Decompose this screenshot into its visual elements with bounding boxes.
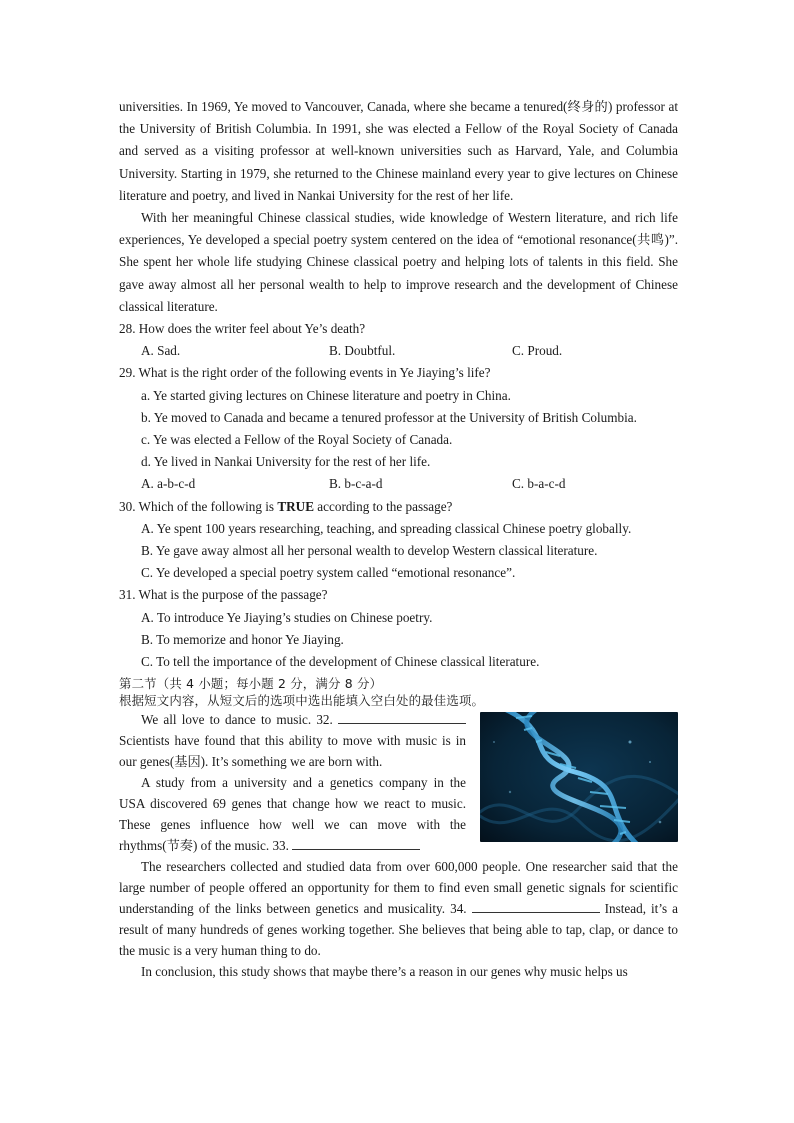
paragraph-text: We all love to dance to music. 32. <box>141 712 333 728</box>
paragraph-text: Instead, it’s a result of many hundreds of genes working together. She believes that being able to tap, clap, or dance to the music is a very human thing to do. <box>119 901 678 959</box>
option-a: A. To introduce Ye Jiaying’s studies on Chinese poetry. <box>141 609 433 625</box>
dna-helix-icon <box>480 712 678 842</box>
event-d: d. Ye lived in Nankai University for the rest of her life. <box>141 454 431 470</box>
option-b: B. To memorize and honor Ye Jiaying. <box>141 631 344 647</box>
question-29 <box>119 362 678 495</box>
event-b: b. Ye moved to Canada and became a tenured professor at the University of British Columbia. <box>141 409 637 425</box>
question-30 <box>119 496 678 585</box>
dna-helix-image <box>480 712 678 842</box>
paragraph-text: Scientists have found that this ability to move with music is in our genes(基因). It’s something we are born with. <box>119 733 466 770</box>
option-row <box>141 473 678 495</box>
question-28 <box>119 318 678 362</box>
passage-paragraph: universities. In 1969, Ye moved to Vancouver, Canada, where she became a tenured(终身的) professor at the University of British Columbia. In 1991, she was elected a Fellow of the Royal Society of Canada and served as a visiting professor at well-known universities such as Harvard, Yale, and Columbia University. Starting in 1979, she returned to the Chinese mainland every year to give lectures on Chinese literature and poetry, and lived in Nankai University for the rest of her life. <box>119 99 678 203</box>
stem-emphasis: TRUE <box>277 498 314 514</box>
blank-34[interactable] <box>472 899 600 913</box>
section-instruction: 根据短文内容，从短文后的选项中选出能填入空白处的最佳选项。 <box>119 693 485 709</box>
exam-page <box>119 96 678 982</box>
blank-32[interactable] <box>338 710 466 724</box>
option-c: C. Ye developed a special poetry system called “emotional resonance”. <box>141 565 516 581</box>
option-b: B. Doubtful. <box>329 343 396 359</box>
option-a: A. Sad. <box>141 343 181 359</box>
question-31 <box>119 584 678 673</box>
option-c: C. b-a-c-d <box>512 476 566 492</box>
option-b: B. b-c-a-d <box>329 476 383 492</box>
question-stem: 29. What is the right order of the following events in Ye Jiaying’s life? <box>119 365 491 381</box>
option-b: B. Ye gave away almost all her personal wealth to develop Western classical literature. <box>141 543 598 559</box>
event-c: c. Ye was elected a Fellow of the Royal Society of Canada. <box>141 432 453 448</box>
option-a: A. Ye spent 100 years researching, teaching, and spreading classical Chinese poetry globally. <box>141 520 632 536</box>
event-a: a. Ye started giving lectures on Chinese literature and poetry in China. <box>141 387 511 403</box>
section-heading: 第二节（共 4 小题；每小题 2 分，满分 8 分） <box>119 676 383 692</box>
question-stem: 31. What is the purpose of the passage? <box>119 587 328 603</box>
passage-2 <box>119 709 678 982</box>
question-stem: 28. How does the writer feel about Ye’s death? <box>119 321 366 337</box>
passage-paragraph: With her meaningful Chinese classical studies, wide knowledge of Western literature, and rich life experiences, Ye developed a special poetry system centered on the idea of “emotional resonance(共鸣)”. She spent her whole life studying Chinese classical poetry and helping lots of talents in this field. She gave away almost all her personal wealth to help to improve research and the development of Chinese classical literature. <box>119 210 678 314</box>
question-stem <box>119 496 678 518</box>
option-c: C. To tell the importance of the development of Chinese classical literature. <box>141 654 540 670</box>
stem-text: 30. Which of the following is <box>119 498 278 514</box>
option-row <box>141 340 678 362</box>
paragraph-text: The researchers collected and studied data from over 600,000 people. One researcher said that the large number of people offered an opportunity for them to find even small genetic signals for scientific understanding of the links between genetics and musicality. 34. <box>119 859 678 917</box>
option-a: A. a-b-c-d <box>141 476 196 492</box>
option-c: C. Proud. <box>512 343 563 359</box>
stem-text: according to the passage? <box>314 498 453 514</box>
paragraph-text: A study from a university and a genetics company in the USA discovered 69 genes that change how we react to music. These genes influence how well we can move with the rhythms(节奏) of the music. 33. <box>119 775 466 854</box>
blank-33[interactable] <box>292 836 420 850</box>
passage-paragraph <box>119 856 678 961</box>
passage-paragraph: In conclusion, this study shows that maybe there’s a reason in our genes why music helps us <box>141 964 628 980</box>
